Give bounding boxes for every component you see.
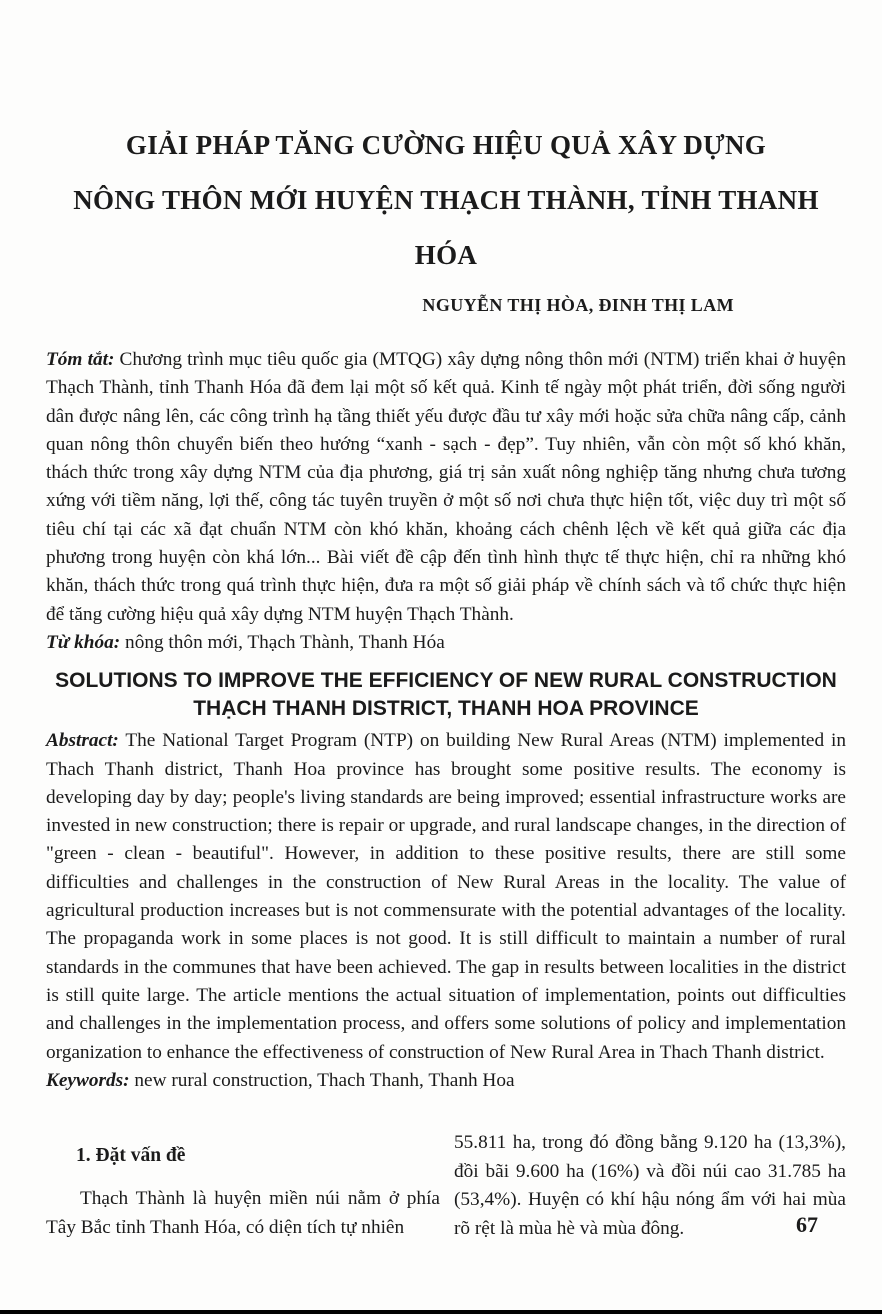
- bottom-rule: [0, 1310, 882, 1314]
- abstract-vi-text: Chương trình mục tiêu quốc gia (MTQG) xây dựng nông thôn mới (NTM) triển khai ở huyện Thạch Thành, tỉnh Thanh Hóa đã đem lại một số kết quả. Kinh tế ngày một phát triển, đời sống người dân được nâng lên, các công trình hạ tầng thiết yếu được đầu tư xây mới hoặc sửa chữa nâng cấp, cảnh quan nông thôn chuyển biến theo hướng “xanh - sạch - đẹp”. Tuy nhiên, vẫn còn một số khó khăn, thách thức trong xây dựng NTM của địa phương, giá trị sản xuất nông nghiệp tăng nhưng chưa tương xứng với tiềm năng, lợi thế, công tác tuyên truyền ở một số nơi chưa thực hiện tốt, việc duy trì một số tiêu chí tại các xã đạt chuẩn NTM còn khó khăn, khoảng cách chênh lệch về kết quả giữa các địa phương trong huyện còn khá lớn... Bài viết đề cập đến tình hình thực tế thực hiện, chỉ ra những khó khăn, thách thức trong quá trình thực hiện, đưa ra một số giải pháp về chính sách và tổ chức thực hiện để tăng cường hiệu quả xây dựng NTM huyện Thạch Thành.: [46, 349, 846, 625]
- two-column-section: [46, 1129, 846, 1243]
- keywords-vietnamese: [46, 629, 846, 657]
- abstract-vietnamese: [46, 346, 846, 629]
- page-title: [46, 118, 846, 283]
- abstract-en-label: Abstract:: [46, 730, 119, 752]
- title-line-1: GIẢI PHÁP TĂNG CƯỜNG HIỆU QUẢ XÂY DỰNG: [125, 130, 767, 160]
- abstract-en-text: The National Target Program (NTP) on building New Rural Areas (NTM) implemented in Thach Thanh district, Thanh Hoa province has brought some positive results. The economy is developing day by day; people's living standards are being improved; essential infrastructure works are invested in new construction; there is repair or upgrade, and rural landscape changes, in the direction of "green - clean - beautiful". However, in addition to these positive results, there are still some difficulties and challenges in the construction of New Rural Areas in the locality. The value of agricultural production increases but is not commensurate with the potential advantages of the locality. The propaganda work in some places is not good. It is still difficult to maintain a number of rural standards in the communes that have been achieved. The gap in results between localities in the district is still quite large. The article mentions the actual situation of implementation, points out difficulties and challenges in the implementation process, and offers some solutions of policy and implementation organization to enhance the effectiveness of construction of New Rural Area in Thach Thanh district.: [46, 730, 846, 1063]
- keywords-en-label: Keywords:: [46, 1069, 130, 1091]
- keywords-vi-label: Từ khóa:: [46, 631, 121, 653]
- right-column: [454, 1129, 846, 1243]
- title-line-2: NÔNG THÔN MỚI HUYỆN THẠCH THÀNH, TỈNH THANH HÓA: [73, 185, 819, 270]
- keywords-english: [46, 1067, 846, 1095]
- keywords-en-text: new rural construction, Thach Thanh, Thanh Hoa: [134, 1069, 515, 1091]
- left-column-paragraph: Thạch Thành là huyện miền núi nằm ở phía Tây Bắc tỉnh Thanh Hóa, có diện tích tự nhiên: [46, 1188, 440, 1238]
- keywords-vi-text: nông thôn mới, Thạch Thành, Thanh Hóa: [125, 631, 445, 653]
- abstract-vi-label: Tóm tắt:: [46, 349, 115, 370]
- english-title: [46, 667, 846, 723]
- page-content: [0, 118, 882, 1244]
- authors-line: NGUYỄN THỊ HÒA, ĐINH THỊ LAM: [422, 295, 734, 315]
- english-title-line-1: SOLUTIONS TO IMPROVE THE EFFICIENCY OF NEW RURAL CONSTRUCTION: [55, 669, 837, 693]
- left-column: [46, 1129, 440, 1243]
- abstract-english: [46, 727, 846, 1067]
- section-1-heading: 1. Đặt vấn đề: [76, 1145, 186, 1167]
- right-column-paragraph: 55.811 ha, trong đó đồng bằng 9.120 ha (13,3%), đồi bãi 9.600 ha (16%) và đồi núi cao 31.785 ha (53,4%). Huyện có khí hậu nóng ẩm với hai mùa rõ rệt là mùa hè và mùa đông.: [454, 1132, 846, 1239]
- english-title-line-2: THẠCH THANH DISTRICT, THANH HOA PROVINCE: [193, 697, 699, 721]
- page-number: 67: [796, 1212, 818, 1237]
